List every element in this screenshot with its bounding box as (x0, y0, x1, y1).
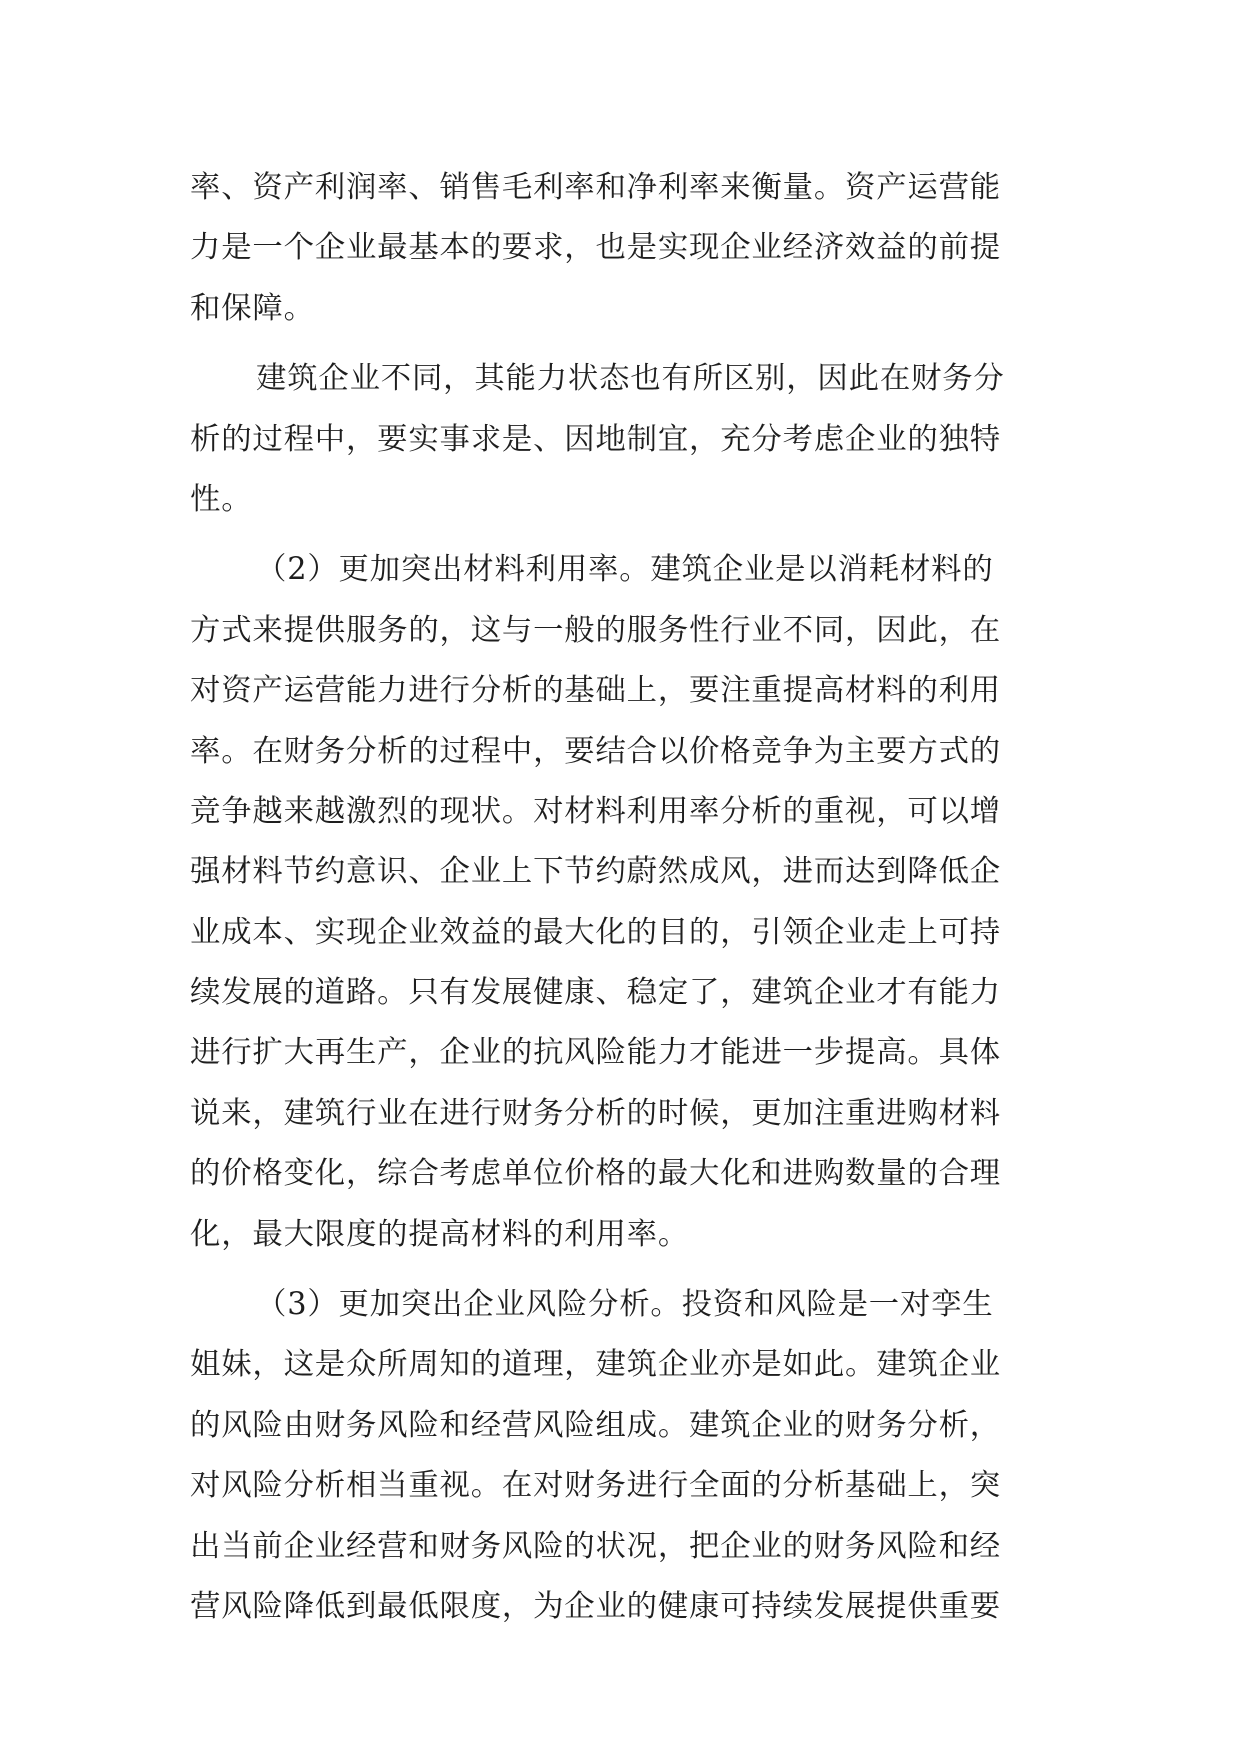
text-line: 强材料节约意识、企业上下节约蔚然成风，进而达到降低企 (190, 854, 1001, 890)
text-line: 姐妹，这是众所周知的道理，建筑企业亦是如此。建筑企业 (190, 1347, 1001, 1383)
text-line: 方式来提供服务的，这与一般的服务性行业不同，因此，在 (190, 612, 1001, 648)
text-line: （2）更加突出材料利用率。建筑企业是以消耗材料的 (256, 552, 994, 588)
text-line: 的价格变化，综合考虑单位价格的最大化和进购数量的合理 (190, 1156, 1001, 1192)
text-line: 建筑企业不同，其能力状态也有所区别，因此在财务分 (256, 361, 1005, 397)
text-line: （3）更加突出企业风险分析。投资和风险是一对孪生 (256, 1287, 994, 1323)
text-line: 业成本、实现企业效益的最大化的目的，引领企业走上可持 (190, 914, 1001, 950)
text-line: 率。在财务分析的过程中，要结合以价格竞争为主要方式的 (190, 733, 1001, 769)
paragraph-3 (190, 540, 1060, 1265)
paragraph-2 (190, 349, 1060, 530)
text-line: 析的过程中，要实事求是、因地制宜，充分考虑企业的独特 (190, 421, 1001, 457)
text-line: 和保障。 (190, 290, 315, 326)
text-line: 竞争越来越激烈的现状。对材料利用率分析的重视，可以增 (190, 793, 1001, 829)
text-line: 化，最大限度的提高材料的利用率。 (190, 1216, 690, 1252)
paragraph-1 (190, 158, 1060, 339)
text-line: 对资产运营能力进行分析的基础上，要注重提高材料的利用 (190, 673, 1001, 709)
text-line: 率、资产利润率、销售毛利率和净利率来衡量。资产运营能 (190, 170, 1001, 205)
text-line: 营风险降低到最低限度，为企业的健康可持续发展提供重要 (190, 1588, 1001, 1624)
text-line: 性。 (190, 481, 253, 517)
text-line: 续发展的道路。只有发展健康、稳定了，建筑企业才有能力 (190, 975, 1001, 1011)
text-line: 的风险由财务风险和经营风险组成。建筑企业的财务分析， (190, 1407, 1001, 1443)
body-text (190, 158, 1060, 1637)
text-line: 进行扩大再生产，企业的抗风险能力才能进一步提高。具体 (190, 1035, 1001, 1071)
text-line: 力是一个企业最基本的要求，也是实现企业经济效益的前提 (190, 230, 1001, 266)
text-line: 出当前企业经营和财务风险的状况，把企业的财务风险和经 (190, 1528, 1001, 1564)
text-line: 说来，建筑行业在进行财务分析的时候，更加注重进购材料 (190, 1095, 1001, 1131)
paragraph-4 (190, 1275, 1060, 1637)
text-line: 对风险分析相当重视。在对财务进行全面的分析基础上，突 (190, 1468, 1001, 1504)
